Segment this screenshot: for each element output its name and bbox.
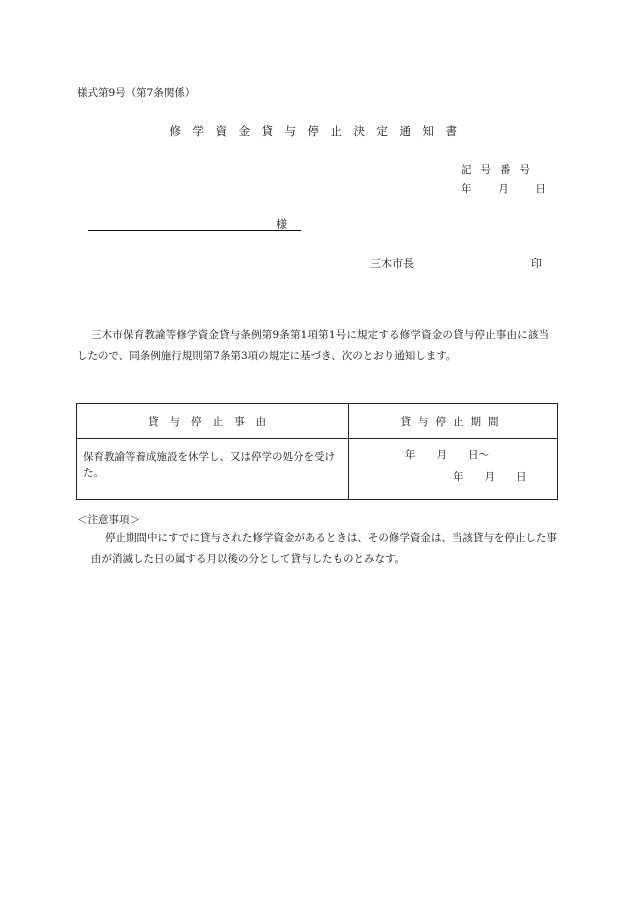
table-row xyxy=(77,439,558,500)
date-month: 月 xyxy=(498,183,509,195)
form-number-label: 様式第9号（第7条関係） xyxy=(77,87,196,99)
notice-body: 三木市保育教諭等修学資金貸与条例第9条第1項第1号に規定する修学資金の貸与停止事由に該当したので、同条例施行規則第7条第3項の規定に基づき、次のとおり通知します。 xyxy=(77,329,549,362)
sender-name: 三木市長 xyxy=(370,257,414,270)
notes-heading: ＜注意事項＞ xyxy=(77,514,140,526)
period-cell xyxy=(349,439,558,500)
document-title: 修学資金貸与停止決定通知書 xyxy=(169,124,469,138)
date-day: 日 xyxy=(535,183,546,195)
seal-mark: 印 xyxy=(531,257,542,270)
suspension-table xyxy=(76,403,558,500)
header-reason: 貸与停止事由 xyxy=(77,404,349,439)
reason-cell: 保育教諭等養成施設を休学し、又は停学の処分を受けた。 xyxy=(77,439,349,500)
document-number-label: 記号番号 xyxy=(461,164,539,176)
period-end: 年 月 日 xyxy=(453,471,527,483)
table-header-row xyxy=(77,404,558,439)
date-year: 年 xyxy=(461,183,472,195)
header-period: 貸与停止期間 xyxy=(349,404,558,439)
period-start: 年 月 日～ xyxy=(405,449,489,461)
addressee-blank-line xyxy=(88,230,301,231)
addressee-honorific: 様 xyxy=(276,218,287,231)
issue-date xyxy=(461,181,546,196)
notes-text: 停止期間中にすでに貸与された修学資金があるときは、その修学資金は、当該貸与を停止した事由が消滅した日の属する月以後の分として貸与したものとみなす。 xyxy=(91,532,557,565)
